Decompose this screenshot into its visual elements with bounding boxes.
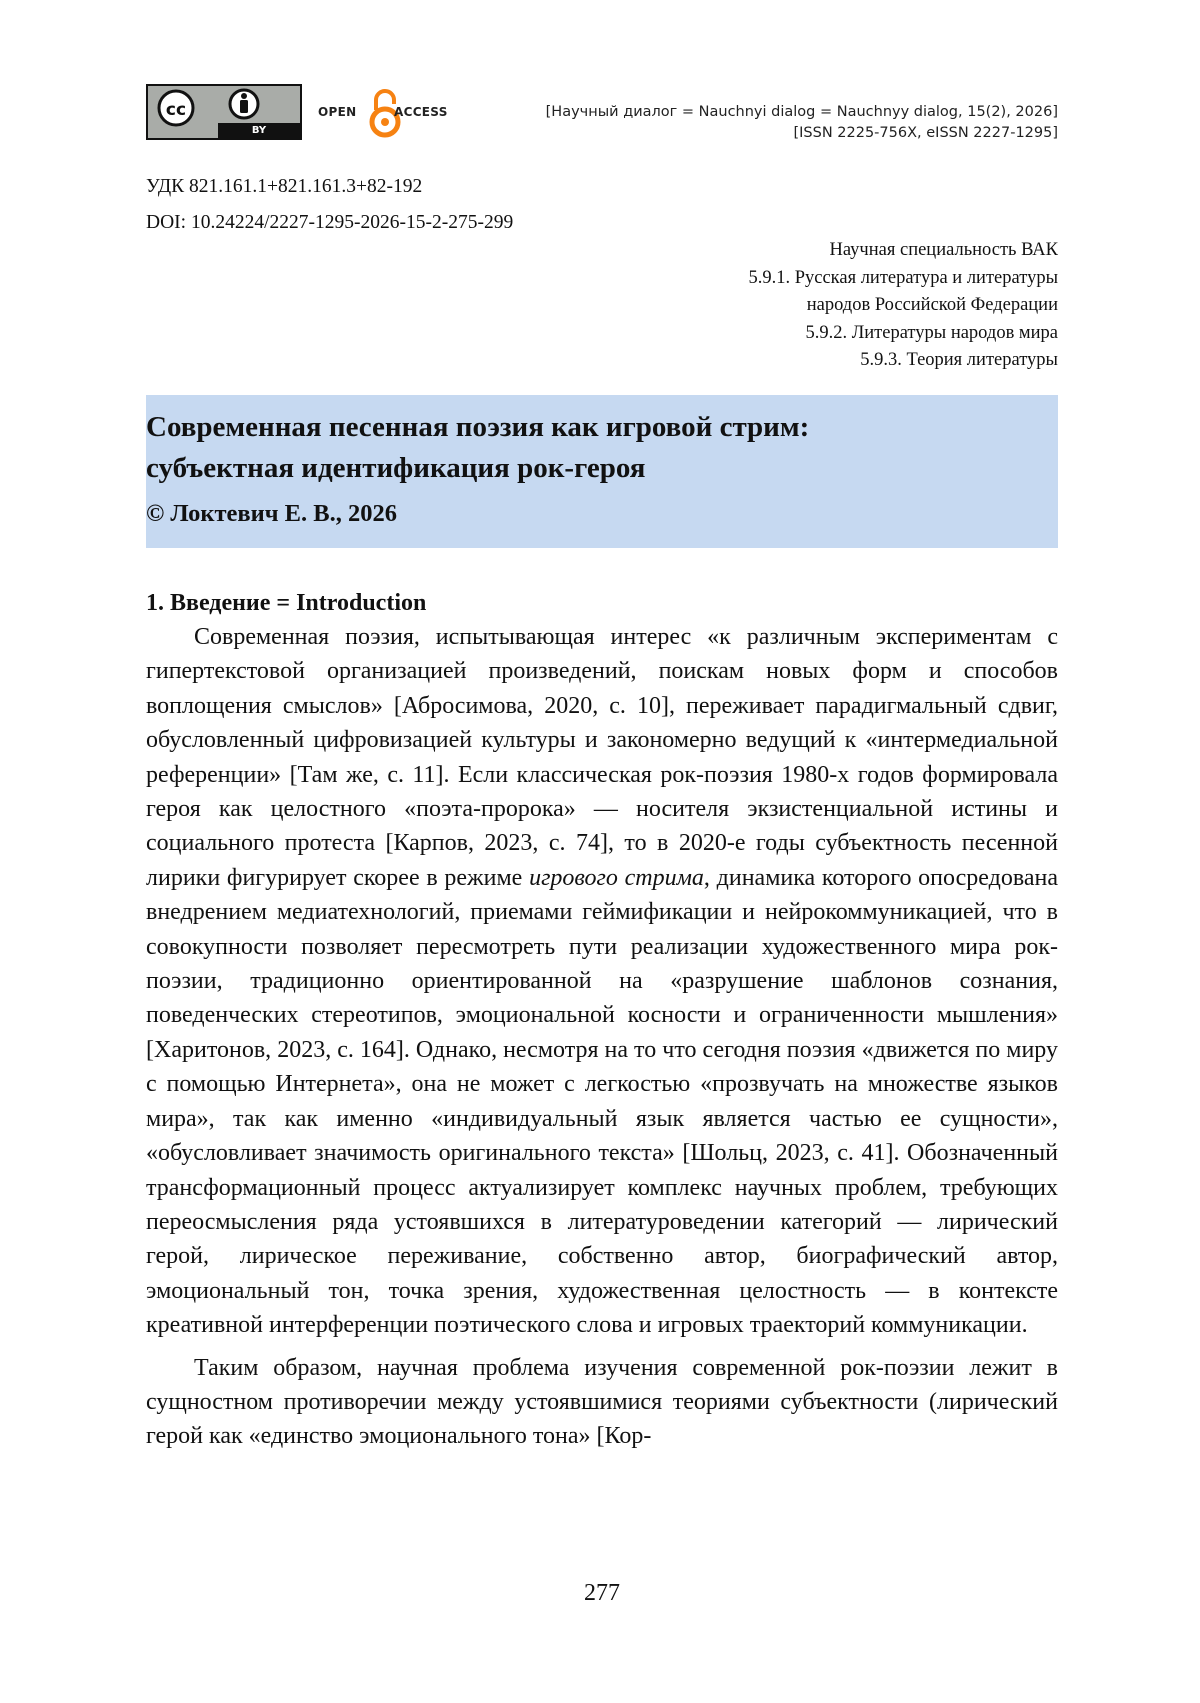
vak-line: 5.9.2. Литературы народов мира <box>805 322 1058 343</box>
page-number: 277 <box>584 1580 620 1606</box>
article-title <box>146 407 1058 489</box>
license-badge-label: BY <box>218 123 300 138</box>
vak-heading: Научная специальность ВАК <box>829 240 1058 260</box>
journal-line-2: [ISSN 2225-756X, eISSN 2227-1295] <box>793 125 1058 141</box>
author-copyright: © Локтевич Е. В., 2026 <box>146 500 397 527</box>
cc-by-license-badge[interactable] <box>146 84 302 140</box>
journal-line-1: [Научный диалог = Nauchnyi dialog = Nauchnyy dialog, 15(2), 2026] <box>545 104 1058 120</box>
open-access-logo <box>318 84 468 140</box>
vak-line: народов Российской Федерации <box>806 295 1058 315</box>
section-heading: 1. Введение = Introduction <box>146 590 427 616</box>
udk-code: УДК 821.161.1+821.161.3+82-192 <box>146 176 423 197</box>
open-access-right-text: ACCESS <box>394 105 448 119</box>
journal-citation <box>546 102 1058 144</box>
doi[interactable]: DOI: 10.24224/2227-1295-2026-15-2-275-299 <box>146 212 514 233</box>
svg-text:cc: cc <box>165 100 187 120</box>
open-access-left-text: OPEN <box>318 105 357 119</box>
paragraph-1 <box>146 620 1058 1343</box>
vak-line: 5.9.1. Русская литература и литературы <box>748 267 1058 288</box>
paragraph-1-text-a: Современная поэзия, испытывающая интерес «к различным экспериментам с гипертекстовой организацией произведений, поискам новых форм и способов воплощения смыслов» [Абросимова, 2020, с. 10], переживает парадигмальный сдвиг, обусловленный цифровизацией культуры и закономерно ведущий к «интермедиальной референции» [Там же, с. 11]. Если классическая рок-поэзия 1980-х годов формировала героя как целостного «поэта-пророка» — носителя экзистенциальной истины и социального протеста [Карпов, 2023, с. 74], то в 2020-е годы субъектность песенной лирики фигурирует скорее в режиме <box>146 624 1058 891</box>
vak-line: 5.9.3. Теория литературы <box>860 350 1058 370</box>
title-line-2: субъектная идентификация рок-героя <box>146 452 646 484</box>
paragraph-1-text-b: , динамика которого опосредована внедрением медиатехнологий, приемами геймификации и нейрокоммуникацией, что в совокупности позволяет пересмотреть пути реализации художественного мира рок-поэзии, традиционно ориентированной на «разрушение шаблонов сознания, поведенческих стереотипов, эмоциональной косности и ограниченности мышления» [Харитонов, 2023, с. 164]. Однако, несмотря на то что сегодня поэзия «движется по миру с помощью Интернета», она не может с легкостью «прозвучать на множестве языков мира», так как именно «индивидуальный язык является частью ее сущности», «обусловливает значимость оригинального текста» [Шольц, 2023, с. 41]. Обозначенный трансформационный процесс актуализирует комплекс научных проблем, требующих переосмысления ряда устоявшихся в литературоведении категорий — лирический герой, лирическое переживание, собственно автор, биографический автор, эмоциональный тон, точка зрения, художественная целостность — в контексте креативной интерференции поэтического слова и игровых траекторий коммуникации. <box>146 864 1058 1339</box>
title-box <box>146 395 1058 548</box>
vak-specialties <box>748 237 1058 375</box>
paragraph-2: Таким образом, научная проблема изучения современной рок-поэзии лежит в сущностном противоречии между устоявшимися теориями субъектности (лирический герой как «единство эмоционального тона» [Кор- <box>146 1354 1058 1450</box>
title-line-1: Современная песенная поэзия как игровой стрим: <box>146 411 810 443</box>
paragraph-1-italic: игрового стрима <box>529 864 704 891</box>
article-body <box>146 620 1058 1462</box>
page-header <box>146 84 1058 144</box>
